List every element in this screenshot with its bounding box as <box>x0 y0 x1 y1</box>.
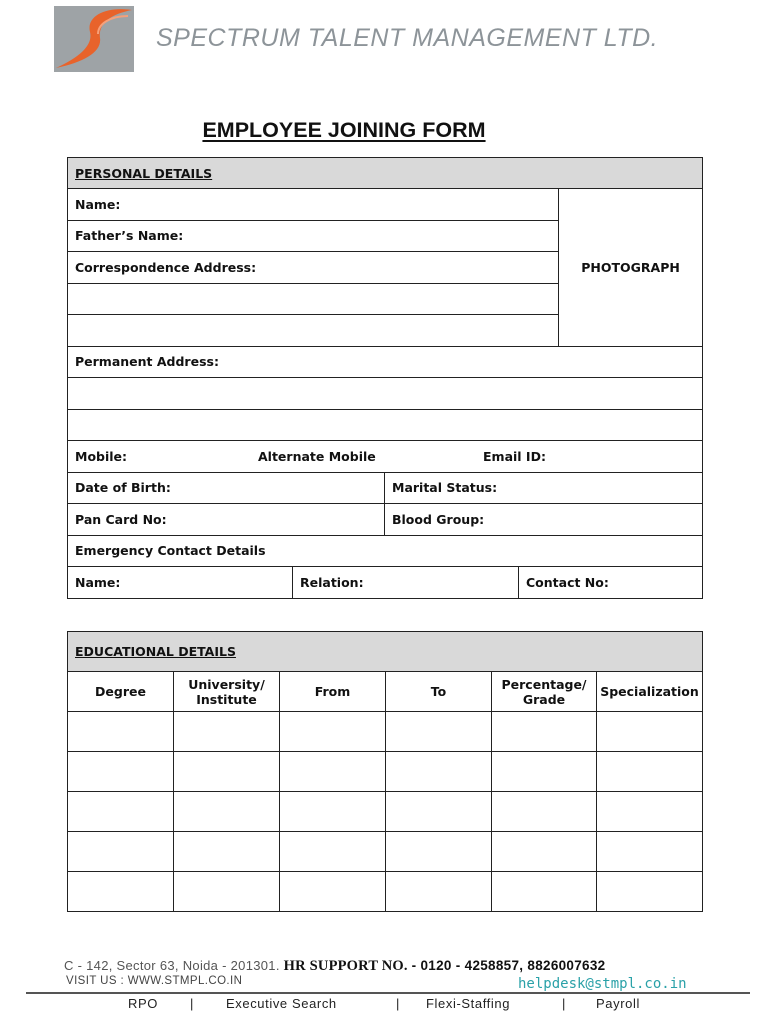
edu-table-cell[interactable] <box>68 872 174 912</box>
edu-table-row <box>68 832 703 872</box>
hr-support-label: HR SUPPORT NO. <box>283 958 408 974</box>
correspondence-address-field[interactable]: Correspondence Address: <box>68 252 559 284</box>
edu-table-cell[interactable] <box>386 792 492 832</box>
edu-table-cell[interactable] <box>597 872 703 912</box>
service-separator: | <box>396 996 400 1011</box>
edu-column-header <box>492 672 597 712</box>
footer-website[interactable]: VISIT US : WWW.STMPL.CO.IN <box>66 975 243 987</box>
personal-details-heading: PERSONAL DETAILS <box>68 158 703 189</box>
edu-column-header <box>68 672 174 712</box>
company-logo <box>54 6 134 72</box>
emergency-relation-field[interactable]: Relation: <box>293 567 519 598</box>
edu-table-cell[interactable] <box>174 712 280 752</box>
service-rpo: RPO <box>128 996 158 1011</box>
edu-column-label: To <box>430 684 447 699</box>
alternate-mobile-field[interactable]: Alternate Mobile <box>258 449 376 464</box>
footer-divider <box>26 992 750 994</box>
edu-table-row <box>68 872 703 912</box>
correspondence-address-line-3[interactable] <box>68 315 559 347</box>
edu-table-cell[interactable] <box>492 752 597 792</box>
edu-table-cell[interactable] <box>492 872 597 912</box>
company-name: SPECTRUM TALENT MANAGEMENT LTD. <box>156 24 659 52</box>
edu-column-label-line2: Grade <box>522 691 566 707</box>
edu-table-cell[interactable] <box>174 792 280 832</box>
edu-table-cell[interactable] <box>597 712 703 752</box>
service-flexi-staffing: Flexi-Staffing <box>426 996 511 1011</box>
edu-table-cell[interactable] <box>174 872 280 912</box>
form-title: EMPLOYEE JOINING FORM <box>202 118 486 142</box>
contact-row <box>68 441 703 473</box>
edu-table-cell[interactable] <box>280 792 386 832</box>
edu-table-cell[interactable] <box>386 712 492 752</box>
edu-table-cell[interactable] <box>492 832 597 872</box>
edu-table-cell[interactable] <box>174 752 280 792</box>
edu-table-row <box>68 792 703 832</box>
edu-column-label: University/ <box>188 676 265 692</box>
edu-table-cell[interactable] <box>280 752 386 792</box>
permanent-address-field[interactable]: Permanent Address: <box>68 346 703 378</box>
footer-email[interactable]: helpdesk@stmpl.co.in <box>518 976 687 992</box>
service-separator: | <box>562 996 566 1011</box>
blood-group-field[interactable]: Blood Group: <box>385 504 703 536</box>
hr-support-numbers: - 0120 - 4258857, 8826007632 <box>411 958 606 973</box>
edu-table-cell[interactable] <box>174 832 280 872</box>
photograph-box: PHOTOGRAPH <box>559 189 703 347</box>
mobile-field[interactable]: Mobile: <box>75 449 128 464</box>
edu-table-cell[interactable] <box>492 712 597 752</box>
edu-column-label: Percentage/ <box>501 676 587 692</box>
footer-address-line <box>64 958 605 975</box>
edu-table-cell[interactable] <box>492 792 597 832</box>
edu-table-row <box>68 752 703 792</box>
edu-table-cell[interactable] <box>68 832 174 872</box>
edu-table-cell[interactable] <box>68 752 174 792</box>
permanent-address-line-3[interactable] <box>68 409 703 441</box>
service-executive-search: Executive Search <box>226 996 337 1011</box>
dob-field[interactable]: Date of Birth: <box>68 472 385 504</box>
service-separator: | <box>190 996 194 1011</box>
edu-column-header <box>174 672 280 712</box>
service-payroll: Payroll <box>596 996 640 1011</box>
edu-table-cell[interactable] <box>280 712 386 752</box>
emergency-name-field[interactable]: Name: <box>68 567 293 598</box>
edu-table-cell[interactable] <box>68 712 174 752</box>
edu-table-cell[interactable] <box>68 792 174 832</box>
footer-address: C - 142, Sector 63, Noida - 201301. <box>64 958 280 973</box>
edu-table-cell[interactable] <box>597 832 703 872</box>
spectrum-swoosh-icon <box>54 6 134 72</box>
edu-column-label-line2: Institute <box>196 691 257 707</box>
permanent-address-line-2[interactable] <box>68 378 703 410</box>
emergency-contact-no-field[interactable]: Contact No: <box>526 575 609 590</box>
edu-table-cell[interactable] <box>386 872 492 912</box>
edu-table-cell[interactable] <box>386 752 492 792</box>
edu-column-header <box>280 672 386 712</box>
edu-column-label: From <box>314 684 351 699</box>
educational-details-table <box>67 631 703 912</box>
edu-column-label: Specialization <box>600 684 699 699</box>
edu-column-header <box>386 672 492 712</box>
edu-table-cell[interactable] <box>280 832 386 872</box>
name-field[interactable]: Name: <box>68 189 559 221</box>
marital-status-field[interactable]: Marital Status: <box>385 472 703 504</box>
edu-table-cell[interactable] <box>597 792 703 832</box>
email-field[interactable]: Email ID: <box>483 449 546 464</box>
personal-details-table <box>67 157 703 599</box>
pan-card-field[interactable]: Pan Card No: <box>68 504 385 536</box>
edu-table-row <box>68 712 703 752</box>
edu-column-header <box>597 672 703 712</box>
edu-table-cell[interactable] <box>386 832 492 872</box>
father-name-field[interactable]: Father’s Name: <box>68 220 559 252</box>
correspondence-address-line-2[interactable] <box>68 283 559 315</box>
emergency-contact-heading: Emergency Contact Details <box>68 535 703 567</box>
edu-table-cell[interactable] <box>280 872 386 912</box>
edu-column-label: Degree <box>95 684 146 699</box>
emergency-contact-row <box>68 567 703 599</box>
footer-services <box>0 996 768 1016</box>
educational-details-heading: EDUCATIONAL DETAILS <box>68 632 703 672</box>
edu-table-cell[interactable] <box>597 752 703 792</box>
